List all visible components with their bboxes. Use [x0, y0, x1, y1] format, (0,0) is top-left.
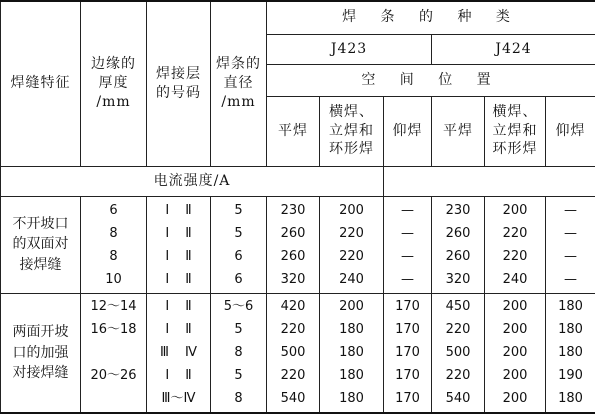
- cell: 16～18: [81, 320, 146, 339]
- cell: 8: [211, 389, 266, 408]
- cell: 320: [267, 270, 319, 289]
- j424-horizontal-list: [485, 297, 545, 408]
- header-diameter: 焊条的 直径 /mm: [211, 1, 267, 166]
- cell: 5: [211, 201, 266, 220]
- cell: 8: [81, 247, 146, 266]
- j424-overhead-list: [546, 201, 595, 289]
- cell: 320: [432, 270, 484, 289]
- cell: 230: [267, 201, 319, 220]
- cell: 240: [320, 270, 383, 289]
- cell: 420: [267, 297, 319, 316]
- cell: —: [384, 224, 431, 243]
- cell: 170: [384, 320, 431, 339]
- cell: Ⅰ Ⅱ: [147, 224, 210, 243]
- cell: 240: [485, 270, 545, 289]
- cell: 180: [320, 320, 383, 339]
- thickness-list: [81, 297, 146, 408]
- cell: Ⅰ Ⅱ: [147, 297, 210, 316]
- j423-flat-list: [267, 201, 319, 289]
- cell: 5: [211, 320, 266, 339]
- cell: Ⅰ Ⅱ: [147, 320, 210, 339]
- cell: 6: [211, 247, 266, 266]
- cell: 180: [320, 366, 383, 385]
- j424-horizontal-list: [485, 201, 545, 289]
- header-position: 空 间 位 置: [267, 64, 595, 96]
- cell: 220: [432, 366, 484, 385]
- j423-overhead-list: [384, 201, 431, 289]
- cell: 540: [267, 389, 319, 408]
- cell: 180: [546, 343, 595, 362]
- cell: —: [546, 270, 595, 289]
- cell: 220: [320, 224, 383, 243]
- cell: —: [384, 270, 431, 289]
- cell: 170: [384, 343, 431, 362]
- cell: 220: [485, 247, 545, 266]
- cell: 20～26: [81, 366, 146, 385]
- cell: 260: [267, 247, 319, 266]
- table-row: [1, 293, 595, 413]
- cell: Ⅰ Ⅱ: [147, 366, 210, 385]
- cell: 190: [546, 366, 595, 385]
- cell: 200: [485, 366, 545, 385]
- j423-overhead-list: [384, 297, 431, 408]
- cell: 200: [485, 320, 545, 339]
- cell: —: [384, 247, 431, 266]
- cell: 230: [432, 201, 484, 220]
- cell: 200: [485, 297, 545, 316]
- cell: 5: [211, 366, 266, 385]
- cell: 500: [267, 343, 319, 362]
- cell: 220: [485, 224, 545, 243]
- cell: 8: [81, 224, 146, 243]
- cell: 5～6: [211, 297, 266, 316]
- cell: 200: [320, 297, 383, 316]
- cell: 170: [384, 297, 431, 316]
- cell: 200: [485, 343, 545, 362]
- cell: 180: [546, 297, 595, 316]
- cell: —: [546, 201, 595, 220]
- cell: 6: [81, 201, 146, 220]
- cell: 5: [211, 224, 266, 243]
- cell: 220: [267, 320, 319, 339]
- diameter-list: [211, 201, 266, 289]
- cell: 6: [211, 270, 266, 289]
- table-row: [1, 196, 595, 293]
- layer-list: [147, 201, 210, 289]
- cell: 180: [546, 389, 595, 408]
- cell: 10: [81, 270, 146, 289]
- thickness-list: [81, 201, 146, 289]
- header-layer-number: 焊接层 的号码: [147, 1, 211, 166]
- cell: 500: [432, 343, 484, 362]
- cell: 200: [320, 201, 383, 220]
- header-j423: J423: [267, 34, 432, 64]
- cell: 260: [267, 224, 319, 243]
- cell: 200: [485, 201, 545, 220]
- j423-horizontal-list: [320, 297, 383, 408]
- cell: 180: [546, 320, 595, 339]
- cell: 180: [320, 389, 383, 408]
- header-j423-horizontal: 横焊、 立焊和 环形焊: [320, 96, 384, 166]
- header-j424-flat: 平焊: [432, 96, 485, 166]
- header-j423-overhead: 仰焊: [384, 96, 432, 166]
- header-thickness: 边缘的 厚度 /mm: [81, 1, 147, 166]
- cell: 450: [432, 297, 484, 316]
- j424-flat-list: [432, 297, 484, 408]
- header-electrode-type: 焊 条 的 种 类: [267, 1, 595, 34]
- j423-horizontal-list: [320, 201, 383, 289]
- j423-flat-list: [267, 297, 319, 408]
- j424-overhead-list: [546, 297, 595, 408]
- cell: 220: [432, 320, 484, 339]
- cell: 220: [320, 247, 383, 266]
- layer-list: [147, 297, 210, 408]
- cell: Ⅰ Ⅱ: [147, 247, 210, 266]
- diameter-list: [211, 297, 266, 408]
- cell: [81, 389, 146, 408]
- header-j423-flat: 平焊: [267, 96, 320, 166]
- header-current: 电流强度/A: [1, 166, 384, 196]
- cell: 220: [267, 366, 319, 385]
- cell: —: [384, 201, 431, 220]
- cell: Ⅲ～Ⅳ: [147, 389, 210, 408]
- cell: 260: [432, 224, 484, 243]
- cell: 170: [384, 366, 431, 385]
- cell: 180: [320, 343, 383, 362]
- feature-cell: 不开坡口 的双面对 接焊缝: [1, 196, 81, 293]
- cell: 200: [485, 389, 545, 408]
- header-j424-overhead: 仰焊: [546, 96, 595, 166]
- cell: [81, 343, 146, 362]
- header-j424: J424: [432, 34, 595, 64]
- header-feature: 焊缝特征: [1, 1, 81, 166]
- cell: 170: [384, 389, 431, 408]
- header-j424-horizontal: 横焊、 立焊和 环形焊: [485, 96, 546, 166]
- cell: Ⅰ Ⅱ: [147, 270, 210, 289]
- j424-flat-list: [432, 201, 484, 289]
- cell: 540: [432, 389, 484, 408]
- cell: —: [546, 247, 595, 266]
- cell: —: [546, 224, 595, 243]
- feature-cell: 两面开坡 口的加强 对接焊缝: [1, 293, 81, 413]
- cell: 260: [432, 247, 484, 266]
- cell: 8: [211, 343, 266, 362]
- cell: 12～14: [81, 297, 146, 316]
- cell: Ⅲ Ⅳ: [147, 343, 210, 362]
- cell: Ⅰ Ⅱ: [147, 201, 210, 220]
